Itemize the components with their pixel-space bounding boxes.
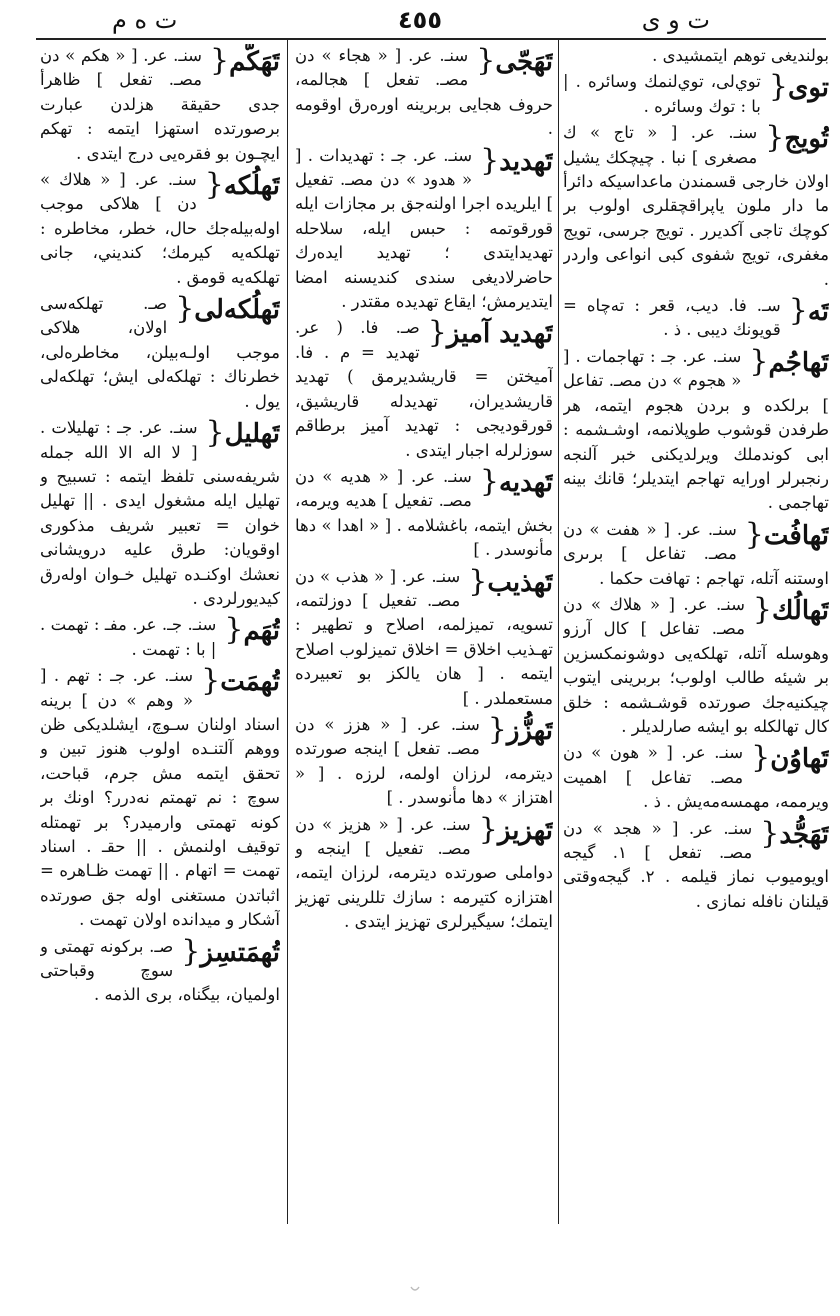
entry xyxy=(40,664,280,932)
headword: تَهزُّز{ xyxy=(487,711,553,747)
brace-mark: { xyxy=(760,815,780,851)
brace-mark: { xyxy=(479,463,499,499)
entry xyxy=(563,121,829,292)
entry xyxy=(40,935,280,1008)
headword: تَهديد{ xyxy=(480,142,553,178)
entry-text: سنـ. عر. [ « هزيز » دن مصـ. تفعيل ] اينجه و دواملى صورتده ديترمه، لرزان ايتمه، اهتزازه كتيرمه : سازك تللرينى تهزيز ايتمك؛ سيگيرلرى تهزيز ايتدى . xyxy=(295,814,553,932)
headword: تَهَكُّم{ xyxy=(210,44,280,78)
headword: توى{ xyxy=(768,69,829,105)
brace-mark: { xyxy=(175,291,195,327)
brace-mark: { xyxy=(427,315,447,351)
brace-mark: { xyxy=(487,711,507,747)
entry xyxy=(40,44,280,166)
brace-mark: { xyxy=(744,516,764,552)
brace-mark: { xyxy=(210,44,230,78)
entry-text: سنـ. عر. جـ : تهديدات . [ « هدود » دن مصـ. تفعيل ] ايلريده اجرا اولنه‌جق بر مجازات ايله قورقوتمه : حبس ايله، سلاحله تهديدايتدى ؛ تهديد ايده‌رك حاضرلاديغى سندى كنديسنه امضا ايتديرمش؛ ايقاع تهديده مقتدر . xyxy=(295,145,553,312)
headword: تَهاجُم{ xyxy=(749,343,829,379)
headword: تَهديد آميز{ xyxy=(427,315,553,351)
entry-text: سنـ. عر. جـ : تهليلات . [ لا اله الا الله جمله شريفه‌سنى تلفظ ايتمه : تسبيح و تهليل ايله مشغول ايدى . || تهليل خوان = تعبير شريف مذكورى اوقويان: طرق عليه درويشانى نعشك اوكنـده تهليل خـوان اوله‌رق كيديورلردى . xyxy=(40,418,280,608)
brace-mark: { xyxy=(205,415,225,451)
entry-text: سنـ. عر. [ « هلاك » دن مصـ. تفاعل ] كال آرزو وهوسله آتله، تهلكه‌يى دوشونمكسزين بر شيئه طالب اولوب؛ بربرينى ايتوب چيكنيه‌جك صورتده قوشـشمه : خلق كال تهالكله بو ايشه صارلديلر . xyxy=(563,594,829,736)
headword: تَهاوُن{ xyxy=(751,740,829,776)
entry-text: سنـ. عر. جـ : تهاجمات . [ « هجوم » دن مصـ. تفاعل ] برلكده و بردن هجوم ايتمه، هر طرفدن قوشوب طوپلانمه، اوشـشمه : ابى كوندملك ويرلديكنى خبر آلنجه رنجبرلر اورايه تهاجم ايتديلر؛ قانك بينه تهاجمى . xyxy=(563,346,829,513)
entry-text: سنـ. عر. [ « تاج » ك مصغرى ] نبا . چيچكك يشيل اولان خارجى قسمندن ماعداسيكه دائرأ ما دار ملون ياپراقچقلرى اولوب بر كوچك تاجى آكديرر . تويج جرسى، تويج مغفرى، تويج شفوى كبى انواعى واردر . xyxy=(563,123,829,289)
entry xyxy=(295,565,553,711)
header-rule xyxy=(36,38,826,40)
headword: تَهلُكه‌لى{ xyxy=(175,291,280,327)
entry xyxy=(563,518,829,591)
entry xyxy=(563,44,829,68)
entry-text: صـ. فا. ( عر. تهديد = م . فا. آميختن = قاريشديرمق ) تهديد قاريشديران، تهديدله قاريشيق، قورقوديجى : تهديد آميز برطاقم سوزلرله اجبار ايتدى . xyxy=(295,318,553,460)
entry-text: سنـ. عر. [ « هزز » دن مصـ. تفعل ] اينجه صورتده ديترمه، لرزان اولمه، لرزه . [ « اهتزاز » دها مأنوسدر . ] xyxy=(295,714,553,808)
brace-mark: { xyxy=(749,343,769,379)
entry xyxy=(295,44,553,142)
entry xyxy=(295,465,553,563)
headword: تُويج{ xyxy=(765,120,829,156)
entry-text: سنـ. عر. [ « هجد » دن مصـ. تفعل ] ١. گيجه اويوميوب نماز قيلمه . ٢. گيجه‌وقتى قيلنان نافله نمازى . xyxy=(563,818,829,911)
headword: تُهَم{ xyxy=(224,612,280,648)
column-left xyxy=(40,44,280,1214)
entry xyxy=(563,294,829,343)
entry xyxy=(563,593,829,739)
brace-mark: { xyxy=(788,293,808,329)
brace-mark: { xyxy=(768,69,788,105)
entry-text: سنـ. عر. [ « هديه » دن مصـ. تفعيل ] هديه ويرمه، بخش ايتمه، باغشلامه . [ « اهدا » دها مأنوسدر . ] xyxy=(295,466,553,560)
headword: تَهليل{ xyxy=(205,415,280,451)
running-head-left: ت ه م xyxy=(112,6,178,34)
headword: تَهافُت{ xyxy=(744,516,829,552)
brace-mark: { xyxy=(765,120,785,156)
brace-mark: { xyxy=(476,44,496,78)
brace-mark: { xyxy=(478,811,498,847)
entry xyxy=(295,713,553,811)
entry-text: سنـ. عر. [ « هلاك » دن ] هلاكى موجب اوله‌بيله‌جك حال، خطر، مخاطره : تهلكه‌يه كيرمك؛ كنديني، جانى تهلكه‌يه قومق . xyxy=(40,170,280,287)
entry-text: سنـ. عر. [ « هون » دن مصـ. تفاعل ] اهميت ويرممه، مهمسه‌مه‌يش . ذ . xyxy=(563,743,829,812)
headword: تَهذيب{ xyxy=(468,563,553,599)
entry xyxy=(40,292,280,414)
entry-text: سنـ. عر. [ « هكم » دن مصـ. تفعل ] ظاهرأ جدى حقيقة هزلدن عبارت برصورتده استهزا ايتمه : تهكم ايچـون بو فقره‌يى درج ايتدى . xyxy=(40,46,280,163)
entry-text: سنـ. عر. [ « هذب » دن مصـ. تفعيل ] دوزلتمه، تسويه، تميزلمه، اصلاح و تطهير : تهـذيب اخلاق = اخلاق تميزلوب اصلاح ايتمه . [ هان يالكز بو تعبيرده مستعملدر . ] xyxy=(295,566,553,708)
brace-mark: { xyxy=(480,142,500,178)
entry-text: سنـ. عر. [ « هفت » دن مصـ. تفاعل ] برىرى اوستنه آتله، تهاجم : تهافت حكما . xyxy=(563,519,829,588)
entry-text: سنـ. جـ. عر. مفـ : تهمت . | با : تهمت . xyxy=(40,615,217,659)
entry xyxy=(295,813,553,935)
entry xyxy=(563,70,829,119)
entry-text: بولنديغى توهم ايتمشيدى . xyxy=(652,46,829,65)
printer-mark-icon xyxy=(405,1284,425,1296)
entry xyxy=(295,144,553,315)
brace-mark: { xyxy=(751,740,771,776)
entry xyxy=(40,168,280,290)
page-number: ٤٥٥ xyxy=(398,6,442,34)
entry xyxy=(40,613,280,662)
brace-mark: { xyxy=(224,612,244,648)
brace-mark: { xyxy=(181,933,201,969)
entry xyxy=(40,416,280,611)
entry-text: توي‌لى، توي‌لنمك وسائره . | با : توك وسائره . xyxy=(563,72,761,116)
column-middle xyxy=(295,44,553,1214)
brace-mark: { xyxy=(201,663,221,699)
entry xyxy=(563,741,829,814)
headword: تَهديه{ xyxy=(479,463,553,499)
entry-text: سنـ. عر. جـ : تهم . [ « وهم » دن ] برينه اسناد اولنان سـوچ، ايشلديكى ظن ووهم آلتنـده اولوب هنوز تبين و تحقق ايتمه مش جرم، قباحت، سوچ : نم تهمتم نه‌درر؟ اونك بر كونه تهمتى وارميدر؟ بر تهمتله توقيف اولنمش . || حقـ . اسناد تهمت = اتهام . || تهمت ظـاهره = اثباتدن مستغنى اوله جق صورتده آشكار و ميدانده اولان تهمت . xyxy=(40,666,280,930)
column-divider-right xyxy=(558,40,559,1224)
headword: تَهَجّى{ xyxy=(476,44,553,78)
headword: تَهَجُّد{ xyxy=(760,815,829,851)
headword: تَهلُكه{ xyxy=(204,167,280,203)
entry-text: سـ. فا. ديب، قعر : ته‌چاه = قويونك ديبى . ذ . xyxy=(563,296,781,340)
brace-mark: { xyxy=(204,167,224,203)
headword: تَهزيز{ xyxy=(478,811,553,847)
entry xyxy=(295,316,553,462)
entry xyxy=(563,345,829,516)
headword: تُهمَتسِز{ xyxy=(181,933,280,969)
headword: تُهمَت{ xyxy=(201,663,280,699)
headword: تَه{ xyxy=(788,293,829,329)
entry-text: سنـ. عر. [ « هجاء » دن مصـ. تفعل ] هجالمه، حروف هجايى بربرينه اوره‌رق اوقومه . xyxy=(295,46,553,139)
entry-text: صـ. تهلكه‌سى اولان، هلاكى موجب اولـه‌بيلن، مخاطره‌لى، خطرناك : تهلكه‌لى ايش؛ تهلكه‌لى يول . xyxy=(40,294,280,411)
brace-mark: { xyxy=(468,563,488,599)
entry xyxy=(563,817,829,915)
column-divider-left xyxy=(287,40,288,1224)
entry-text: صـ. بركونه تهمتى و سوچ وقباحتى اولميان، بيگناه، برى الذمه . xyxy=(40,936,280,1005)
headword: تَهالُك{ xyxy=(752,591,829,627)
running-head-right: ت و ى xyxy=(641,6,710,34)
column-right xyxy=(563,44,829,1219)
brace-mark: { xyxy=(752,591,773,627)
